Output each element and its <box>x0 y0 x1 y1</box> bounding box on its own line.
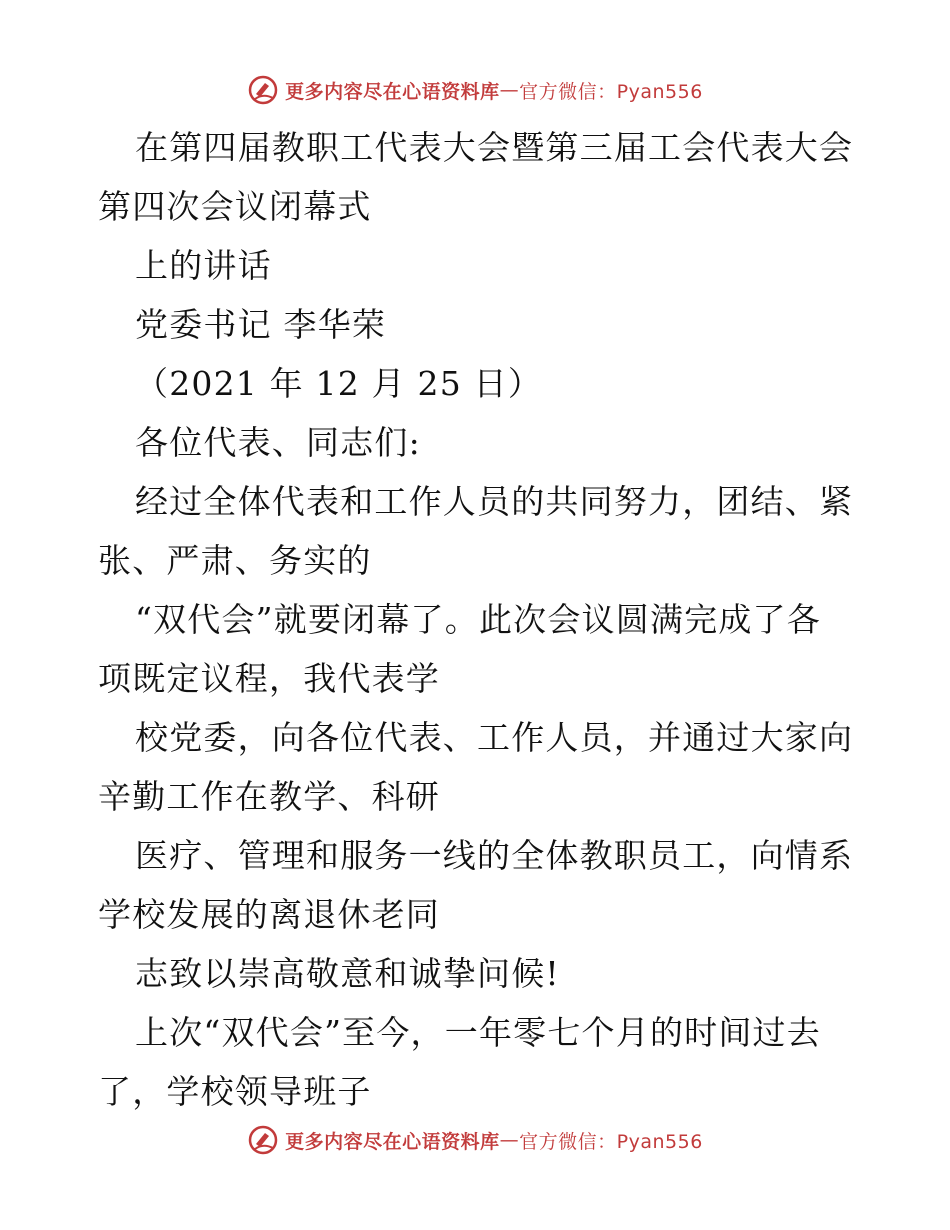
document-line: 医疗、管理和服务一线的全体教职员工，向情系 <box>135 836 854 875</box>
document-line: “双代会”就要闭幕了。此次会议圆满完成了各 <box>135 600 821 639</box>
header-watermark-banner <box>0 70 950 110</box>
document-line: 党委书记 李华荣 <box>135 305 387 344</box>
footer-banner-dash: — <box>499 1129 520 1151</box>
document-line: 校党委，向各位代表、工作人员，并通过大家向 <box>135 718 854 757</box>
document-line: 张、严肃、务实的 <box>98 541 372 580</box>
watermark-logo-icon <box>247 1124 279 1156</box>
document-line: （2021 年 12 月 25 日） <box>135 364 543 403</box>
document-body <box>98 118 858 1121</box>
document-line: 经过全体代表和工作人员的共同努力，团结、紧 <box>135 482 854 521</box>
document-line: 志致以崇高敬意和诚挚问候! <box>135 954 560 993</box>
document-line: 各位代表、同志们: <box>135 423 421 462</box>
document-line: 第四次会议闭幕式 <box>98 187 372 226</box>
footer-watermark-banner <box>0 1120 950 1160</box>
header-banner-dash: — <box>499 79 520 101</box>
footer-banner-suffix: 官方微信：Pyan556 <box>519 1130 703 1153</box>
document-line: 上次“双代会”至今，一年零七个月的时间过去 <box>135 1013 821 1052</box>
document-line: 上的讲话 <box>135 246 272 285</box>
document-line: 了，学校领导班子 <box>98 1072 372 1111</box>
document-line: 辛勤工作在教学、科研 <box>98 777 440 816</box>
document-line: 在第四届教职工代表大会暨第三届工会代表大会 <box>135 128 854 167</box>
header-banner-suffix: 官方微信：Pyan556 <box>519 80 703 103</box>
header-banner-text: 更多内容尽在心语资料库 <box>285 80 500 103</box>
footer-banner-text: 更多内容尽在心语资料库 <box>285 1130 500 1153</box>
document-line: 学校发展的离退休老同 <box>98 895 440 934</box>
document-line: 项既定议程，我代表学 <box>98 659 440 698</box>
watermark-logo-icon <box>247 74 279 106</box>
